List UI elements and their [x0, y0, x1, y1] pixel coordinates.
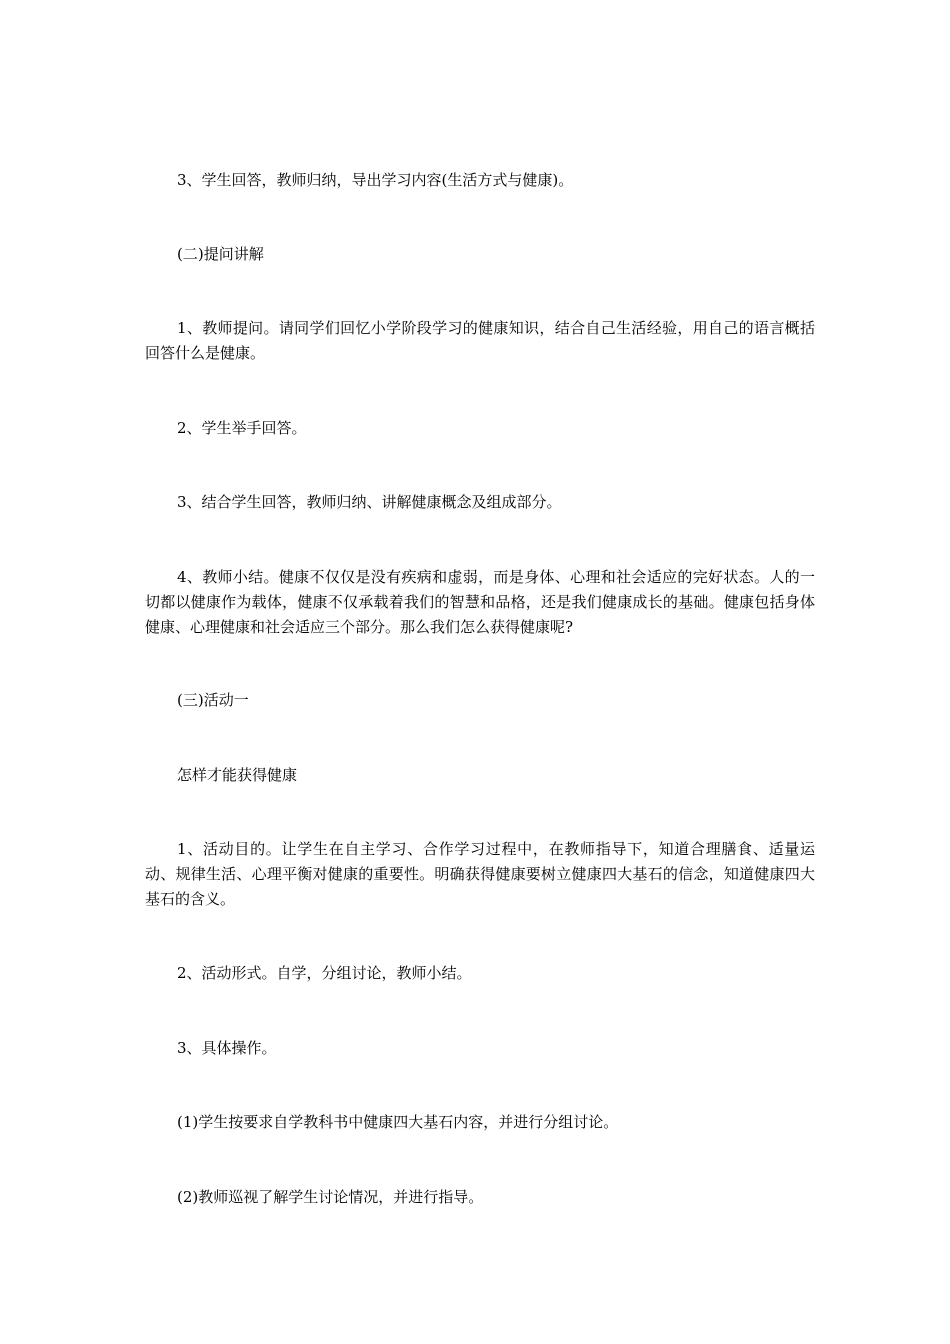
paragraph-teacher-question: 1、教师提问。请同学们回忆小学阶段学习的健康知识，结合自己生活经验，用自己的语言概括回答什么是健康。 [145, 319, 815, 362]
paragraph-teacher-conclusion: 4、教师小结。健康不仅仅是没有疾病和虚弱，而是身体、心理和社会适应的完好状态。人的一切都以健康作为载体，健康不仅承载着我们的智慧和品格，还是我们健康成长的基础。健康包括身体健康、心理健康和社会适应三个部分。那么我们怎么获得健康呢? [145, 568, 815, 636]
paragraph-step-self-study: (1)学生按要求自学教科书中健康四大基石内容，并进行分组讨论。 [177, 1113, 619, 1131]
paragraph-operation: 3、具体操作。 [177, 1039, 277, 1057]
activity-title: 怎样才能获得健康 [177, 766, 298, 784]
paragraph-activity-purpose: 1、活动目的。让学生在自主学习、合作学习过程中，在教师指导下，知道合理膳食、适量运动、规律生活、心理平衡对健康的重要性。明确获得健康要树立健康四大基石的信念，知道健康四大基石的含义。 [145, 840, 815, 908]
section-heading-questioning: (二)提问讲解 [177, 245, 264, 263]
paragraph-raise-hands: 2、学生举手回答。 [177, 419, 307, 437]
paragraph-activity-form: 2、活动形式。自学，分组讨论，教师小结。 [177, 964, 472, 982]
paragraph-step-teacher-guidance: (2)教师巡视了解学生讨论情况，并进行指导。 [177, 1188, 484, 1206]
paragraph-student-answer: 3、学生回答，教师归纳，导出学习内容(生活方式与健康)。 [177, 171, 574, 189]
paragraph-teacher-summary-concept: 3、结合学生回答，教师归纳、讲解健康概念及组成部分。 [177, 493, 562, 511]
section-heading-activity-one: (三)活动一 [177, 691, 249, 709]
